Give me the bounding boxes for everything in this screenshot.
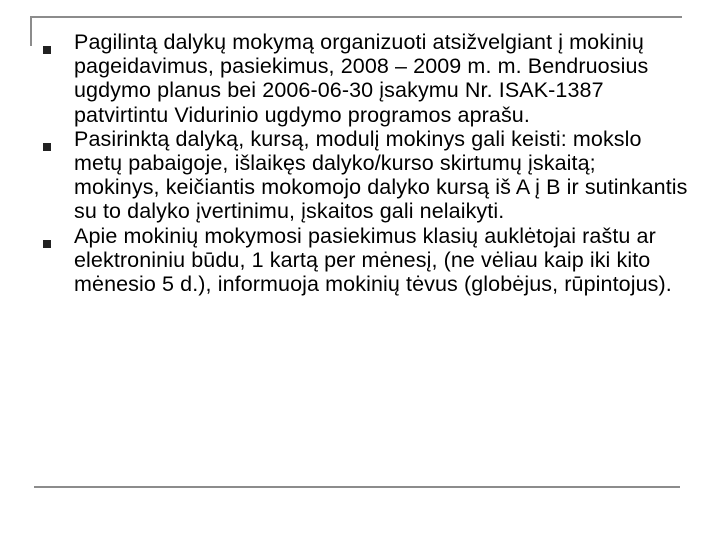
square-bullet-icon <box>43 240 51 248</box>
bullet-continuation-text: mokinys, keičiantis mokomojo dalyko kursą iš A į B ir sutinkantis su to dalyko įvertinimu, įskaitos gali nelaikyti. <box>74 175 688 224</box>
bullet-item-1 <box>40 30 690 127</box>
bullet-item-3 <box>40 224 690 297</box>
bullet-text: Pagilintą dalykų mokymą organizuoti atsižvelgiant į mokinių pageidavimus, pasiekimus, 2008 – 2009 m. m. Bendruosius ugdymo planus bei 2006-06-30 įsakymu Nr. ISAK-1387 patvirtintu Vidurinio ugdymo programos aprašu. <box>74 30 649 127</box>
bullet-list <box>40 30 690 296</box>
square-bullet-icon <box>43 143 51 151</box>
frame-bottom-rule <box>34 486 680 488</box>
square-bullet-icon <box>43 46 51 54</box>
bullet-text: Pasirinktą dalyką, kursą, modulį mokinys gali keisti: mokslo metų pabaigoje, išlaikęs dalyko/kurso skirtumų įskaitą; <box>74 126 642 176</box>
frame-top-rule <box>30 16 682 18</box>
bullet-text: Apie mokinių mokymosi pasiekimus klasių auklėtojai raštu ar elektroniniu būdu, 1 kartą per mėnesį, (ne vėliau kaip iki kito mėnesio 5 d.), informuoja mokinių tėvus (globėjus, rūpintojus). <box>74 223 672 297</box>
frame-left-rule <box>30 16 32 46</box>
slide-content <box>40 30 690 296</box>
bullet-item-2 <box>40 127 690 224</box>
